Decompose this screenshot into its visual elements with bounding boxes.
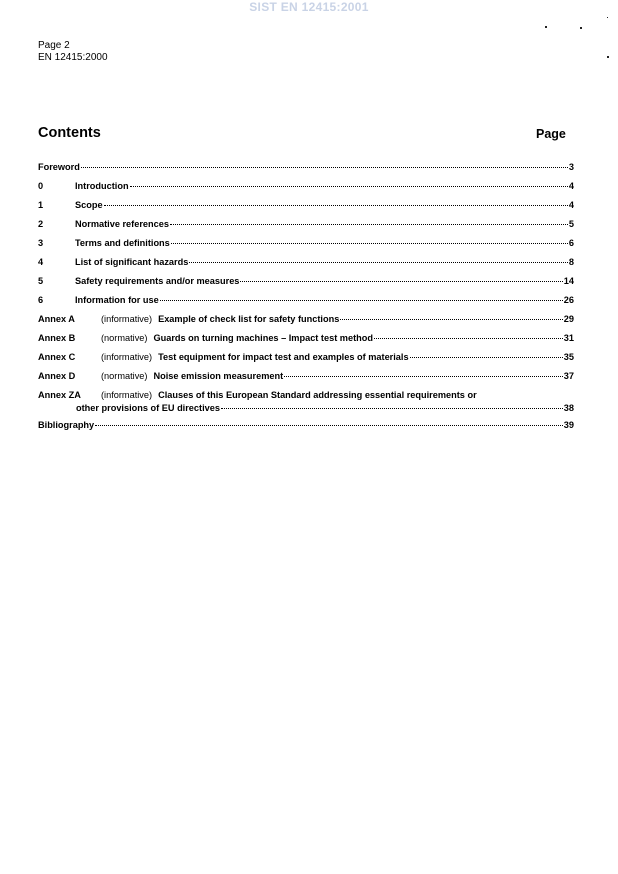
page-column-heading: Page xyxy=(536,127,566,141)
watermark: SIST EN 12415:2001 xyxy=(249,0,369,14)
scan-speck xyxy=(580,27,582,29)
toc-entry-page: 5 xyxy=(568,219,574,229)
toc-entry-title: Terms and definitions xyxy=(75,238,170,248)
toc-entry-number: 6 xyxy=(38,295,44,305)
annex-label: Annex ZA xyxy=(38,390,81,400)
annex-label: Annex D xyxy=(38,371,76,381)
annex-kind: (informative) xyxy=(101,390,153,400)
toc-entry[interactable] xyxy=(38,200,574,219)
annex-kind: (informative) xyxy=(101,352,153,362)
toc-entry-number: 0 xyxy=(38,181,44,191)
scan-speck xyxy=(545,26,547,28)
toc-entry-title: Introduction xyxy=(75,181,129,191)
toc-entry[interactable] xyxy=(38,219,574,238)
toc-entry-title: Information for use xyxy=(75,295,159,305)
annex-kind: (normative) xyxy=(101,333,148,343)
toc-entry-page: 26 xyxy=(563,295,574,305)
toc-entry-title: Foreword xyxy=(38,162,80,172)
toc-entry-title: List of significant hazards xyxy=(75,257,189,267)
toc-entry-title: Scope xyxy=(75,200,103,210)
toc-entry-number: 5 xyxy=(38,276,44,286)
standard-id: EN 12415:2000 xyxy=(38,52,108,63)
toc-entry[interactable] xyxy=(38,276,574,295)
toc-entry-page: 38 xyxy=(563,403,574,413)
toc-entry-title-line1: Clauses of this European Standard addressing essential requirements or xyxy=(158,390,477,400)
toc-entry-number: 3 xyxy=(38,238,44,248)
toc-entry-number: 4 xyxy=(38,257,44,267)
toc-entry-page: 3 xyxy=(568,162,574,172)
toc-annex-entry[interactable] xyxy=(38,352,574,371)
toc-annex-entry[interactable] xyxy=(38,371,574,390)
toc-entry[interactable] xyxy=(38,181,574,200)
scan-speck xyxy=(607,56,609,58)
toc-entry-page: 8 xyxy=(568,257,574,267)
toc-entry[interactable] xyxy=(38,257,574,276)
annex-kind: (normative) xyxy=(101,371,148,381)
toc-entry-page: 6 xyxy=(568,238,574,248)
toc-entry-page: 37 xyxy=(563,371,574,381)
toc-entry-title: Test equipment for impact test and examples of materials xyxy=(158,352,409,362)
toc-entry-title: Normative references xyxy=(75,219,169,229)
page-number: Page 2 xyxy=(38,40,70,51)
contents-heading: Contents xyxy=(38,125,101,141)
toc-entry-title: Bibliography xyxy=(38,420,95,430)
toc-entry-number: 2 xyxy=(38,219,44,229)
toc-entry-title: Noise emission measurement xyxy=(153,371,284,381)
toc-entry-bibliography[interactable] xyxy=(38,420,574,439)
toc-entry-page: 31 xyxy=(563,333,574,343)
toc-entry[interactable] xyxy=(38,238,574,257)
toc-annex-entry[interactable] xyxy=(38,314,574,333)
table-of-contents xyxy=(38,162,574,439)
annex-label: Annex B xyxy=(38,333,76,343)
toc-entry-page: 4 xyxy=(568,181,574,191)
toc-entry[interactable] xyxy=(38,295,574,314)
toc-entry-title: Example of check list for safety functions xyxy=(158,314,340,324)
page-header xyxy=(38,40,108,64)
toc-entry-page: 29 xyxy=(563,314,574,324)
toc-annex-za-entry[interactable] xyxy=(38,390,574,416)
scan-speck xyxy=(607,17,608,18)
toc-annex-entry[interactable] xyxy=(38,333,574,352)
toc-entry-title: Safety requirements and/or measures xyxy=(75,276,240,286)
toc-entry-foreword[interactable] xyxy=(38,162,574,181)
toc-entry-number: 1 xyxy=(38,200,44,210)
annex-kind: (informative) xyxy=(101,314,153,324)
annex-label: Annex A xyxy=(38,314,75,324)
annex-label: Annex C xyxy=(38,352,76,362)
toc-entry-title-line2: other provisions of EU directives xyxy=(76,403,220,413)
toc-entry-page: 35 xyxy=(563,352,574,362)
toc-entry-page: 39 xyxy=(563,420,574,430)
toc-entry-title: Guards on turning machines – Impact test method xyxy=(153,333,373,343)
toc-entry-page: 14 xyxy=(563,276,574,286)
toc-entry-page: 4 xyxy=(568,200,574,210)
